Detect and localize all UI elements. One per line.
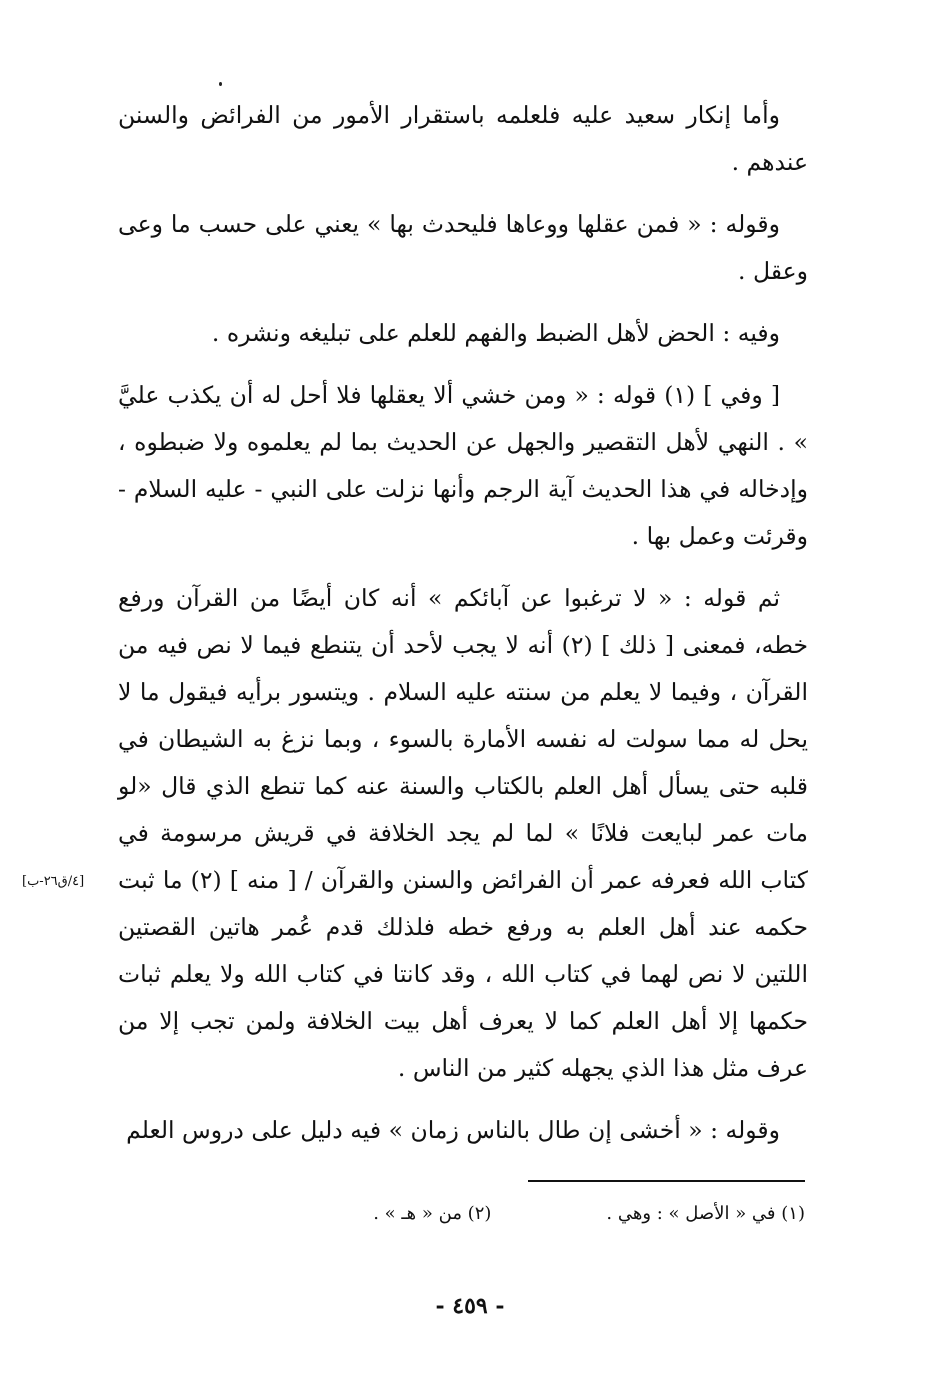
paragraph: [ وفي ] (١) قوله : « ومن خشي ألا يعقلها فلا أحل له أن يكذب عليَّ » . النهي لأهل التقصير والجهل عن الحديث بما لم يعلموه ولا ضبطوه ، وإدخاله في هذا الحديث آية الرجم وأنها نزلت على النبي - عليه السلام - وقرئت وعمل بها . — [118, 381, 808, 550]
footnote-divider — [528, 1180, 805, 1182]
footnote-1: (١) في « الأصل » : وهي . — [606, 1203, 805, 1224]
paragraph: وأما إنكار سعيد عليه فلعلمه باستقرار الأمور من الفرائض والسنن عندهم . — [118, 101, 808, 176]
page-number: - ٤٥٩ - — [435, 1293, 505, 1319]
paragraph: وفيه : الحض لأهل الضبط والفهم للعلم على تبليغه ونشره . — [211, 319, 780, 347]
paragraph: وقوله : « أخشى إن طال بالناس زمان » فيه دليل على دروس العلم — [126, 1116, 780, 1144]
paragraph: وقوله : « فمن عقلها ووعاها فليحدث بها » يعني على حسب ما وعى وعقل . — [118, 210, 808, 285]
paragraph: ثم قوله : « لا ترغبوا عن آبائكم » أنه كان أيضًا من القرآن ورفع خطه، فمعنى [ ذلك ] (٢) أنه لا يجب لأحد أن يتنطع فيما لا نص فيه من القرآن ، وفيما لا يعلم من سنته عليه السلام . ويتسور برأيه فيقول ما لا يحل له مما سولت له نفسه الأمارة بالسوء ، وبما نزغ به الشيطان في قلبه حتى يسأل أهل العلم بالكتاب والسنة عنه كما تنطع الذي قال «لو مات عمر لبايعت فلانًا » لما لم يجد الخلافة في قريش مرسومة في كتاب الله فعرفه عمر أن الفرائض والسنن والقرآن / [ منه ] (٢) ما ثبت حكمه عند أهل العلم به ورفع خطه فلذلك قدم عُمر هاتين القصتين اللتين لا نص لهما في كتاب الله ، وقد كانتا في كتاب الله ولا يعلم ثبات حكمها إلا أهل العلم كما لا يعرف أهل بيت الخلافة ولمن تجب إلا من عرف مثل هذا الذي يجهله كثير من الناس . — [118, 584, 808, 1082]
footnotes — [300, 1198, 805, 1230]
ink-speck — [219, 82, 222, 86]
footnote-2: (٢) من « هـ » . — [373, 1203, 492, 1224]
manuscript-folio-note: [٤/ق٢٦-ب] — [22, 874, 85, 889]
body-text — [118, 92, 808, 1154]
